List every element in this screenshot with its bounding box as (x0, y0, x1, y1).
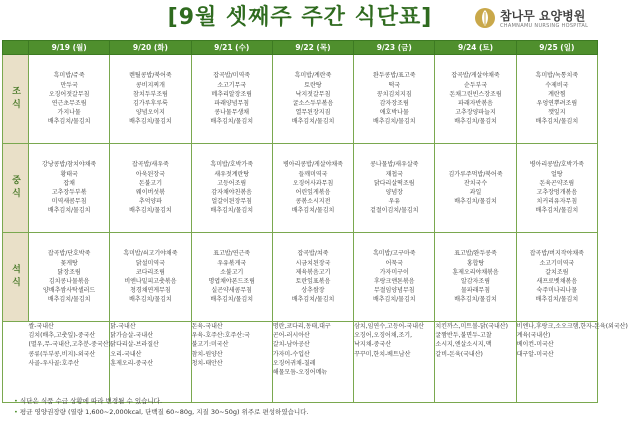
menu-item: 어린잎게볶음 (295, 189, 331, 196)
origin-line: 김치(배추,고춧잎)-중국산 (28, 332, 96, 340)
menu-item: 돈불고기 (138, 179, 163, 187)
menu-item: 꽃게탕 (60, 259, 78, 267)
menu-item: 오징어젓갈무침 (48, 90, 90, 98)
origin-line: 우육-호주산:호주산:국 (191, 332, 250, 340)
menu-item: 흑미밥/호박가죽 (210, 161, 253, 169)
menu-item: 닭장조림 (57, 268, 81, 276)
meal-label: 석식 (3, 233, 29, 322)
menu-item: 실곤약새콤무침 (211, 287, 252, 295)
menu-item: 배추김치/물김치 (372, 296, 416, 304)
origin-line: 참치-원양산 (191, 350, 223, 358)
day-header: 9/19 (월) (29, 41, 110, 55)
menu-cell (191, 144, 272, 233)
origin-line: 갈비-돈육(국내산) (435, 350, 483, 358)
menu-item: 순두부국 (463, 81, 488, 89)
menu-cell (516, 233, 597, 322)
meal-label: 중식 (3, 144, 29, 233)
menu-item: 양배추쌈사탁셀러드 (43, 287, 96, 295)
menu-item: 콩나물무생채 (214, 109, 250, 117)
menu-cell (354, 144, 435, 233)
origin-line: 콩류(두부콩,비지)-외국산 (28, 350, 96, 358)
origin-cell (516, 322, 628, 403)
logo-name: 참나무 요양병원 (500, 9, 586, 23)
footer-notes (14, 396, 594, 418)
origin-line: 곤어-러시아산 (272, 332, 310, 340)
menu-item: 가지나물 (57, 109, 81, 117)
menu-item: 떡국 (388, 81, 401, 89)
menu-item: 김가루주먹밥/북어죽 (448, 170, 503, 178)
menu-item: 메추리알장조림 (211, 90, 252, 98)
menu-item: 새우젓계란탕 (214, 170, 250, 178)
menu-cell (516, 144, 597, 233)
menu-cell (272, 55, 353, 144)
menu-item: 어묵국 (385, 259, 403, 267)
menu-item: 숙주미나리나물 (536, 287, 578, 295)
menu-item: 홍합탕 (466, 259, 485, 267)
menu-item: 배추김치/물김치 (129, 118, 172, 126)
day-header: 9/25 (일) (516, 41, 597, 55)
menu-cell (516, 55, 597, 144)
menu-item: 배추김치/물김치 (291, 118, 335, 126)
origin-line: 닭다리살-브라질산 (110, 341, 159, 349)
menu-cell (435, 144, 516, 233)
origin-row (3, 322, 598, 403)
menu-item: 표고밥/완두콩죽 (454, 250, 497, 258)
menu-item: 잡곡밥/새우죽 (132, 161, 169, 169)
menu-item: 비엔나밑피고춧볶음 (124, 278, 177, 285)
menu-item: 참치두부조림 (133, 90, 168, 98)
menu-item: 추억양파 (138, 198, 163, 206)
menu-item: 낙지젓갈무침 (295, 90, 331, 98)
origin-line: 굴짬반두,불면두-고찰 (435, 332, 492, 340)
menu-item: 알감자조림 (461, 278, 491, 285)
menu-item: 잡곡밥/단호박죽 (47, 250, 91, 258)
menu-item: 훈제오리야채볶음 (452, 268, 499, 276)
origin-line: 닭가슴살-국내산 (110, 332, 154, 340)
menu-item: 완두콩밥/표고죽 (372, 72, 416, 80)
menu-item: 흑미밥/녹통치죽 (535, 72, 579, 80)
menu-item: 배추김치/물김치 (47, 296, 91, 304)
menu-cell (272, 144, 353, 233)
corner-cell (3, 41, 29, 55)
origin-line: 불고기:미국산 (191, 341, 229, 349)
header (0, 0, 600, 36)
origin-line: (멸우,무-국내산,고추분-중국산) (28, 341, 111, 349)
menu-item: 병아리콩밥/호박가죽 (529, 161, 584, 169)
menu-cell (191, 55, 272, 144)
menu-item: 겉절이김치/물김치 (370, 207, 419, 215)
menu-cell (110, 144, 191, 233)
day-header: 9/20 (화) (110, 41, 191, 55)
menu-item: 우유 (388, 198, 401, 206)
origin-line: 해물모듬-오징어메뉴 (272, 369, 328, 377)
menu-item: 얼탕 (551, 170, 563, 178)
menu-item: 우엉연뿌려조림 (536, 100, 578, 107)
origin-line: 청치-태안산 (191, 359, 223, 367)
menu-item: 오징어사과무침 (292, 179, 334, 187)
origin-line: 닭-국내산 (110, 323, 136, 330)
menu-item: 갈치조림 (545, 268, 569, 276)
menu-item: 배추김치/물김치 (454, 198, 497, 206)
menu-item: 배추김치/물김치 (291, 296, 335, 304)
menu-item: 배추김치/물김치 (47, 207, 91, 215)
menu-cell (110, 233, 191, 322)
menu-item: 양념오이지 (135, 109, 165, 117)
menu-item: 흑미밥/고구마죽 (372, 250, 416, 258)
menu-item: 배추김치/물김치 (210, 296, 253, 304)
origin-line: 사골-우사골:호주산 (28, 359, 80, 367)
menu-cell (191, 233, 272, 322)
menu-item: 얼갈이된장무침 (211, 198, 252, 206)
menu-item: 강낭콩밥/참치야채죽 (42, 161, 97, 169)
menu-item: 표고밥/연근죽 (213, 250, 251, 258)
menu-item: 들깨미역국 (298, 170, 328, 178)
menu-item: 흑미밥/쇠고기야채죽 (123, 250, 178, 258)
menu-item: 청경채연게무침 (130, 287, 171, 295)
menu-cell (29, 144, 110, 233)
menu-item: 무절임양념무침 (373, 287, 415, 295)
origin-line: 갈치-남아공산 (272, 341, 310, 349)
origin-line: 오리-국내산 (110, 350, 142, 358)
menu-item: 콩나물밥/새우살죽 (370, 161, 419, 169)
menu-item: 콩비지찌개 (135, 81, 165, 89)
origin-line: 베이컨-미국산 (516, 341, 554, 349)
origin-line: 돈육-국내산 (191, 323, 223, 330)
menu-item: 배추김치/물김치 (454, 118, 497, 126)
origin-line: 명란,코다리,동태,대구 (272, 323, 331, 330)
origin-line: 훈제오리-중국산 (110, 359, 154, 367)
menu-item: 잡곡밥/게살야채죽 (451, 72, 500, 80)
origin-line: 삼치,임연수,고등어-국내산 (354, 323, 424, 330)
menu-item: 닭설미역국 (135, 259, 165, 267)
menu-item: 배추김치/물김치 (372, 118, 416, 126)
menu-item: 잡곡밥/버지작야채죽 (529, 250, 584, 258)
menu-item: 배추김치/물김치 (129, 207, 172, 215)
menu-item: 배추김치/물김치 (47, 118, 91, 126)
menu-item: 새프로벳채볶음 (536, 278, 578, 285)
menu-cell (29, 233, 110, 322)
menu-item: 배추김치/물김치 (535, 296, 579, 304)
menu-item: 굴소스두부볶음 (292, 100, 334, 107)
menu-item: 만두국 (60, 81, 78, 89)
menu-item: 흑미밥/계란죽 (294, 72, 332, 80)
menu-item: 깻잎지 (548, 109, 566, 117)
origin-cell (435, 322, 516, 403)
menu-cell (435, 55, 516, 144)
day-header: 9/23 (금) (354, 41, 435, 55)
origin-line: 계육(국내산) (516, 332, 551, 340)
origin-row-start (3, 322, 29, 403)
menu-item: 고추장두부볶 (51, 189, 87, 196)
day-header: 9/22 (목) (272, 41, 353, 55)
menu-item: 열무된장지짐 (295, 109, 331, 117)
menu-item: 가자미구이 (379, 268, 409, 276)
menu-item: 배추김치/물김치 (129, 296, 172, 304)
origin-cell (191, 322, 272, 403)
footer-note: • 식단은 식품 수급 상황에 따라 변경될 수 있습니다. (14, 397, 163, 405)
menu-cell (29, 55, 110, 144)
menu-item: 배추김치/물김치 (210, 118, 253, 126)
menu-item: 잔치국수 (463, 179, 488, 187)
origin-line: 쌀-국내산 (28, 323, 54, 330)
menu-item: 후랑크앤톤볶음 (373, 278, 415, 285)
menu-item: 흑미밥/쥬죽 (53, 72, 85, 80)
page-title: [9월 셋째주 주간 식단표] (167, 5, 433, 30)
menu-cell (272, 233, 353, 322)
menu-item: 고추장양파늘지 (455, 109, 496, 117)
menu-item: 계란찜 (548, 90, 566, 98)
leaf-logo-icon (474, 6, 496, 30)
menu-item: 렌틸콩밥/북어죽 (129, 72, 172, 80)
menu-item: 감자장조림 (379, 100, 409, 107)
menu-item: 닭다리살떡조림 (373, 179, 415, 187)
menu-item: 미역새콤무침 (51, 198, 87, 206)
origin-line: 오징어,오징어채,조기, (354, 332, 413, 340)
menu-item: 배추김치/물김치 (535, 118, 579, 126)
menu-item: 치커리유자무침 (536, 198, 578, 206)
menu-item: 아욱된장국 (135, 170, 165, 178)
meal-row (3, 55, 598, 144)
origin-line: 꾸꾸미,한치-베트남산 (354, 350, 411, 358)
logo-subtitle: CHAMNAMU NURSING HOSPITAL (500, 23, 589, 29)
menu-item: 제육볶음고기 (295, 268, 331, 276)
menu-item: 물파래무침 (461, 287, 491, 295)
menu-item: 상추쌈장 (301, 287, 325, 295)
meal-row (3, 233, 598, 322)
menu-item: 과일 (469, 189, 482, 196)
menu-item: 배추김치/물김치 (210, 207, 253, 215)
menu-cell (435, 233, 516, 322)
weekly-menu-table (2, 40, 628, 403)
menu-item: 파래자반볶음 (458, 100, 493, 107)
menu-item: 소불고기 (220, 268, 244, 276)
menu-item: 고추장멍개볶음 (536, 189, 578, 196)
origin-line: 비엔나,후랑크,소오크햄,한자-돈육(외국산) (516, 323, 628, 330)
menu-item: 웨이버섯볶 (135, 189, 165, 196)
menu-item: 파래양념무침 (214, 100, 250, 107)
meal-row (3, 144, 598, 233)
menu-item: 병아리콩밥/게살야채죽 (282, 161, 343, 169)
menu-item: 소고기미역국 (539, 259, 575, 267)
origin-line: 낙지채-중국산 (354, 341, 392, 349)
origin-line: 치킨까스,미트볼-닭(국내산) (435, 323, 508, 330)
footer-note: • 평균 영양권장량 (열량 1,600~2,000kcal, 단백질 60~80g, 지질 30~50g) 위주로 편성하였습니다. (14, 408, 309, 416)
menu-item: 고등어조림 (217, 179, 247, 187)
origin-cell (354, 322, 435, 403)
menu-item: 배추김치/물김치 (291, 207, 335, 215)
origin-line: 대구알-미국산 (516, 350, 554, 358)
meal-label: 조식 (3, 55, 29, 144)
menu-cell (110, 55, 191, 144)
menu-item: 양념장 (385, 189, 403, 196)
menu-item: 감자채야친볶음 (211, 189, 252, 196)
day-header: 9/24 (토) (435, 41, 516, 55)
origin-cell (110, 322, 191, 403)
menu-item: 연근초무조림 (51, 100, 87, 107)
menu-item: 돈육곤약조림 (539, 179, 575, 187)
menu-item: 소고기무국 (217, 81, 247, 89)
origin-line: 소시지,엔살소시지,맥 (435, 341, 492, 349)
menu-item: 코다리조림 (135, 268, 165, 276)
origin-cell (29, 322, 110, 403)
menu-cell (354, 233, 435, 322)
menu-item: 명엽채야폰드조림 (208, 278, 255, 285)
menu-item: 잡채 (63, 179, 75, 187)
menu-item: 잡곡밥/쳐죽 (297, 250, 329, 258)
hospital-logo (474, 6, 594, 34)
menu-item: 꽁치김치지짐 (376, 90, 412, 98)
menu-item: 우유볶게국 (217, 259, 247, 267)
menu-cell (354, 55, 435, 144)
menu-item: 수제비국 (545, 81, 569, 89)
menu-item: 배추김치/물김치 (454, 296, 497, 304)
menu-item: 김가루후루룩 (133, 100, 168, 107)
menu-item: 토란잎표볶음 (295, 278, 331, 285)
menu-item: 배추김치/물김치 (535, 207, 579, 215)
origin-line: 오징어귀채-칠레 (272, 359, 316, 367)
origin-line: 가자미-수입산 (272, 350, 310, 358)
menu-item: 재첩국 (385, 170, 403, 178)
menu-item: 애호박나물 (379, 109, 409, 117)
menu-item: 김치콩나물볶음 (48, 278, 90, 285)
menu-item: 시금치된장국 (295, 259, 331, 267)
menu-item: 토란탕 (304, 81, 322, 89)
menu-item: 황태국 (60, 170, 78, 178)
origin-cell (272, 322, 353, 403)
day-header: 9/21 (수) (191, 41, 272, 55)
menu-item: 돈채그린빈스장조림 (449, 90, 502, 98)
menu-item: 콩볶소시지전 (295, 198, 331, 206)
menu-item: 잡곡밥/미역죽 (213, 72, 251, 80)
